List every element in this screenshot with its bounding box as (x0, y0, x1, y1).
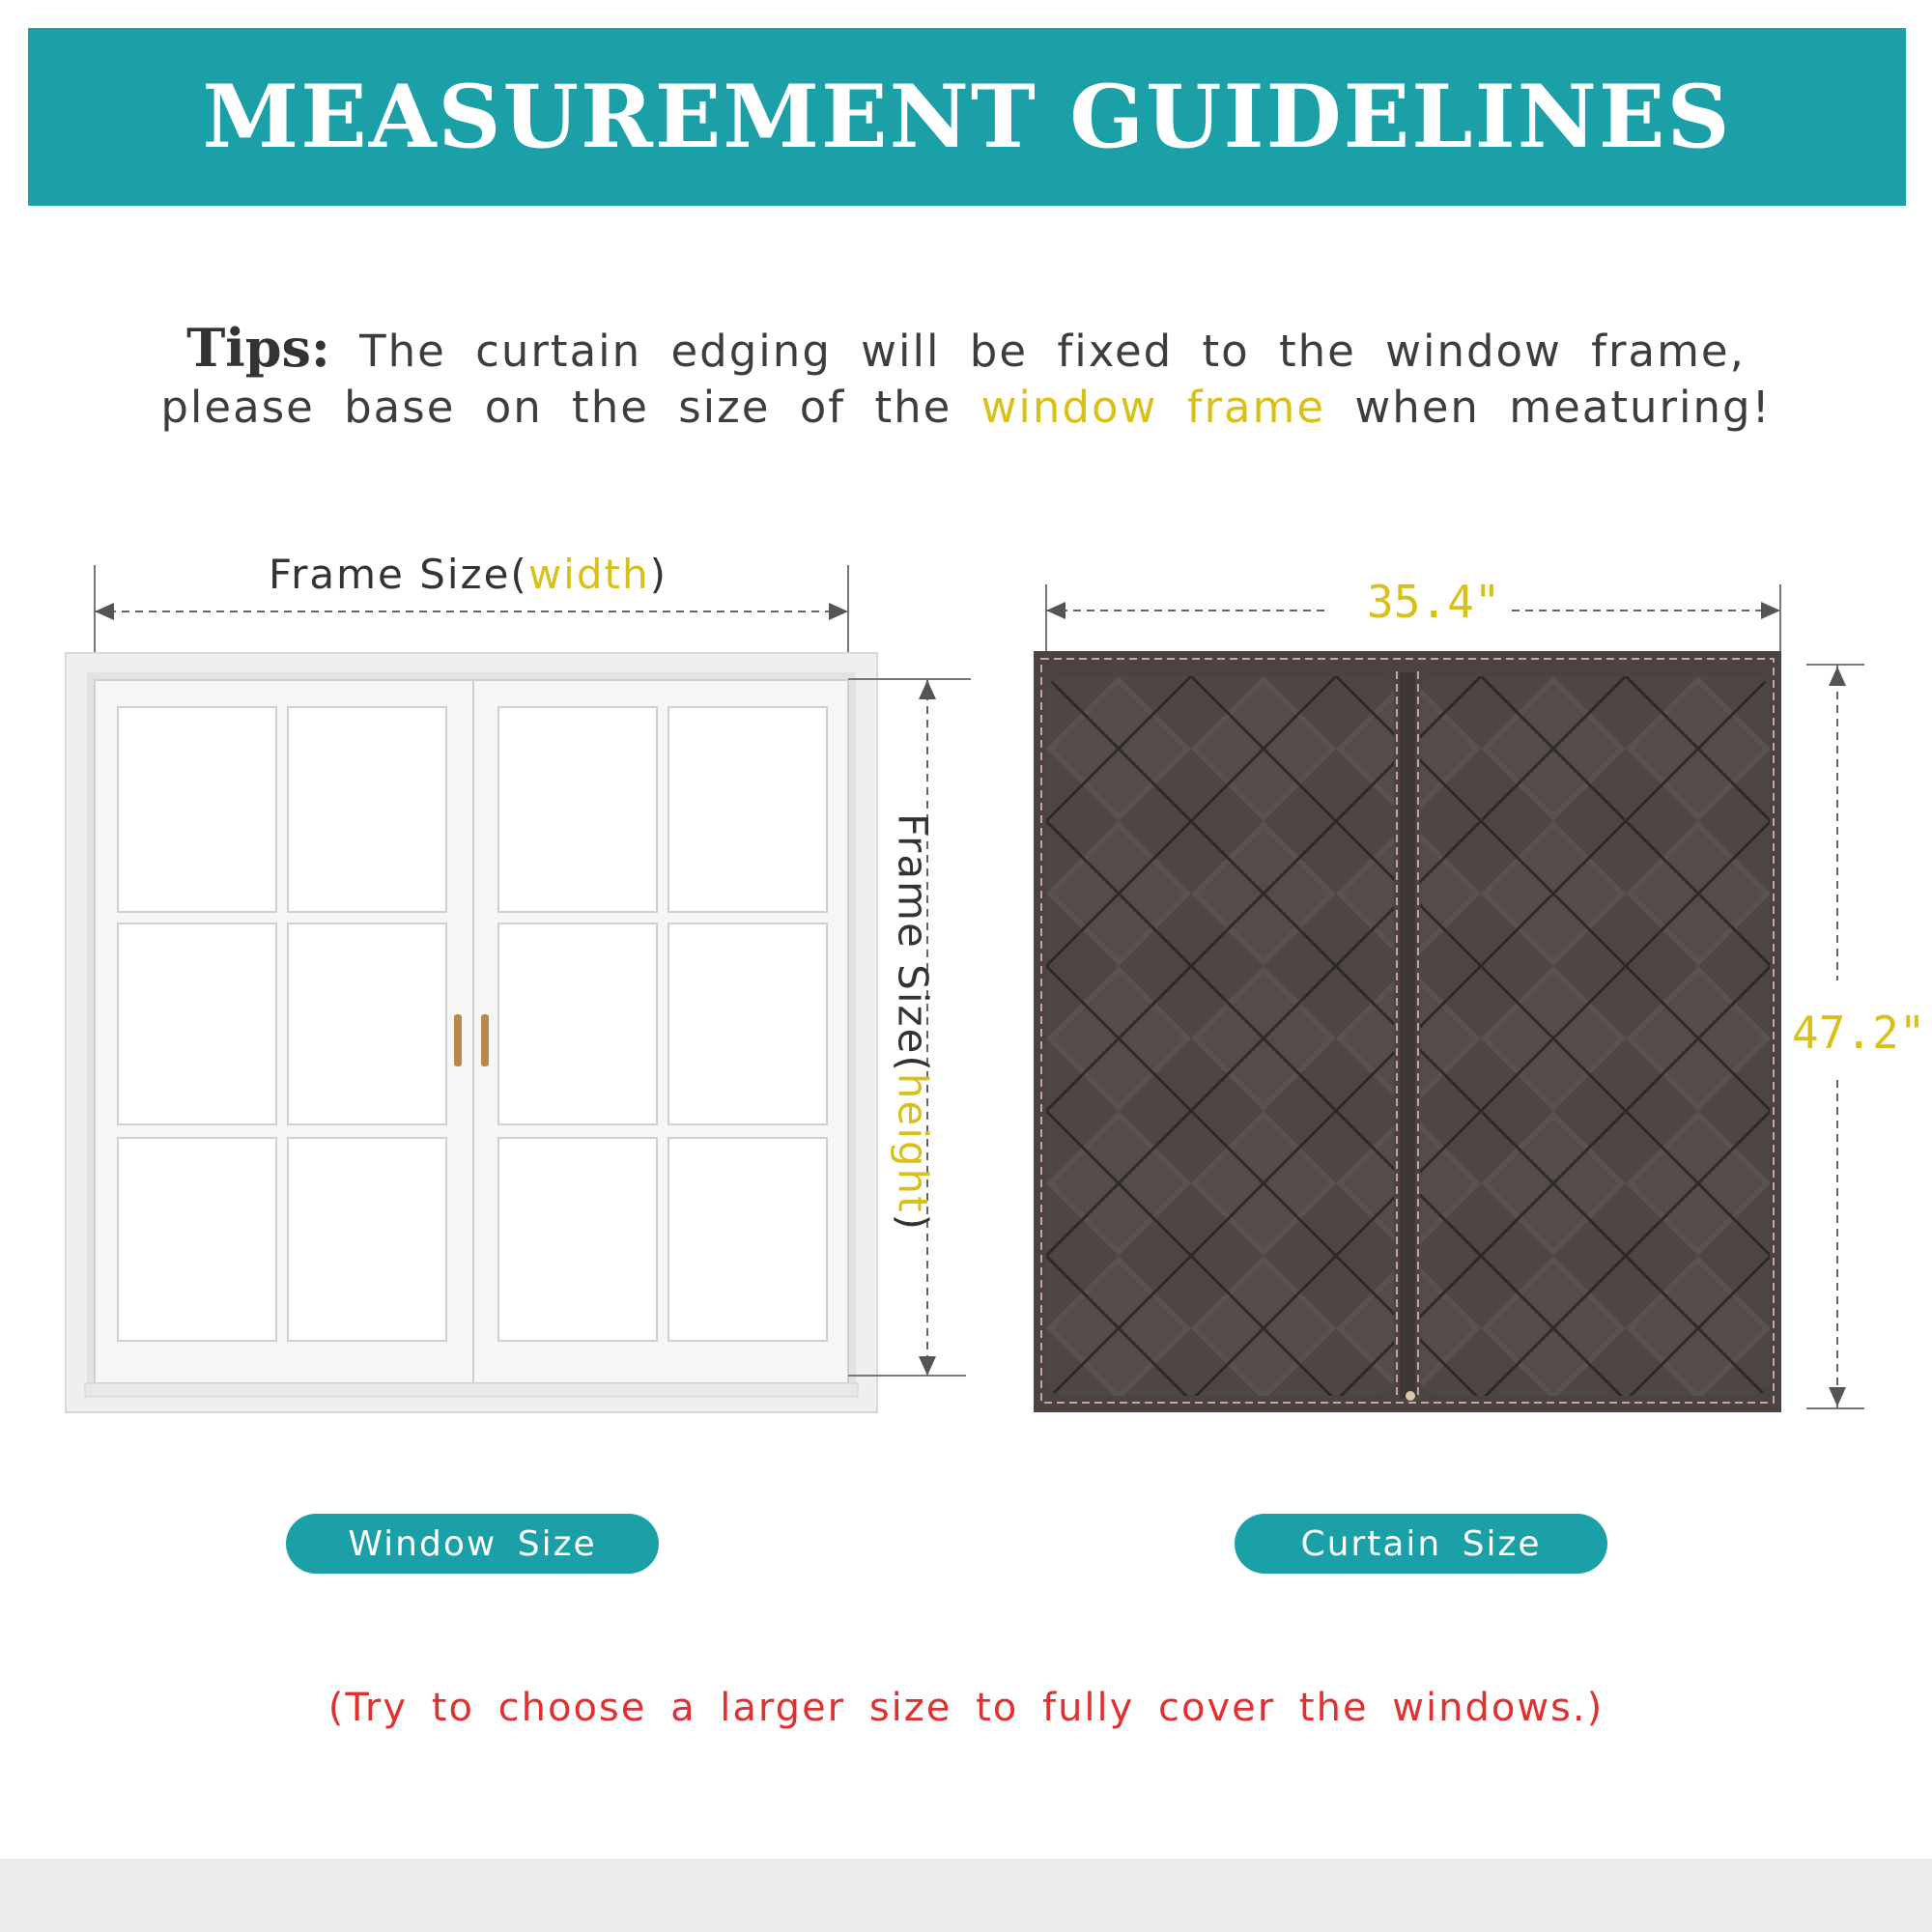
curtain-illustration (1034, 651, 1781, 1412)
tips-highlight: window frame (980, 382, 1326, 433)
curtain-size-badge: Curtain Size (1235, 1514, 1607, 1574)
tips-text-1: The curtain edging will be fixed to the window frame, (359, 326, 1746, 377)
tips-text-2b: when meaturing! (1354, 382, 1772, 433)
tips-text-2a: please base on the size of the (160, 382, 952, 433)
curtain-width-value: 35.4" (1367, 576, 1501, 628)
window-height-label: Frame Size(height) (889, 812, 937, 1233)
size-advice-note: (Try to choose a larger size to fully cover the windows.) (327, 1686, 1605, 1730)
tips-label: Tips: (186, 317, 330, 379)
window-width-label: Frame Size(width) (269, 551, 668, 598)
footer-bar (0, 1859, 1932, 1932)
curtain-height-value: 47.2" (1792, 1007, 1926, 1059)
page-title: MEASUREMENT GUIDELINES (202, 66, 1732, 168)
window-illustration (66, 653, 877, 1412)
window-size-badge: Window Size (286, 1514, 659, 1574)
